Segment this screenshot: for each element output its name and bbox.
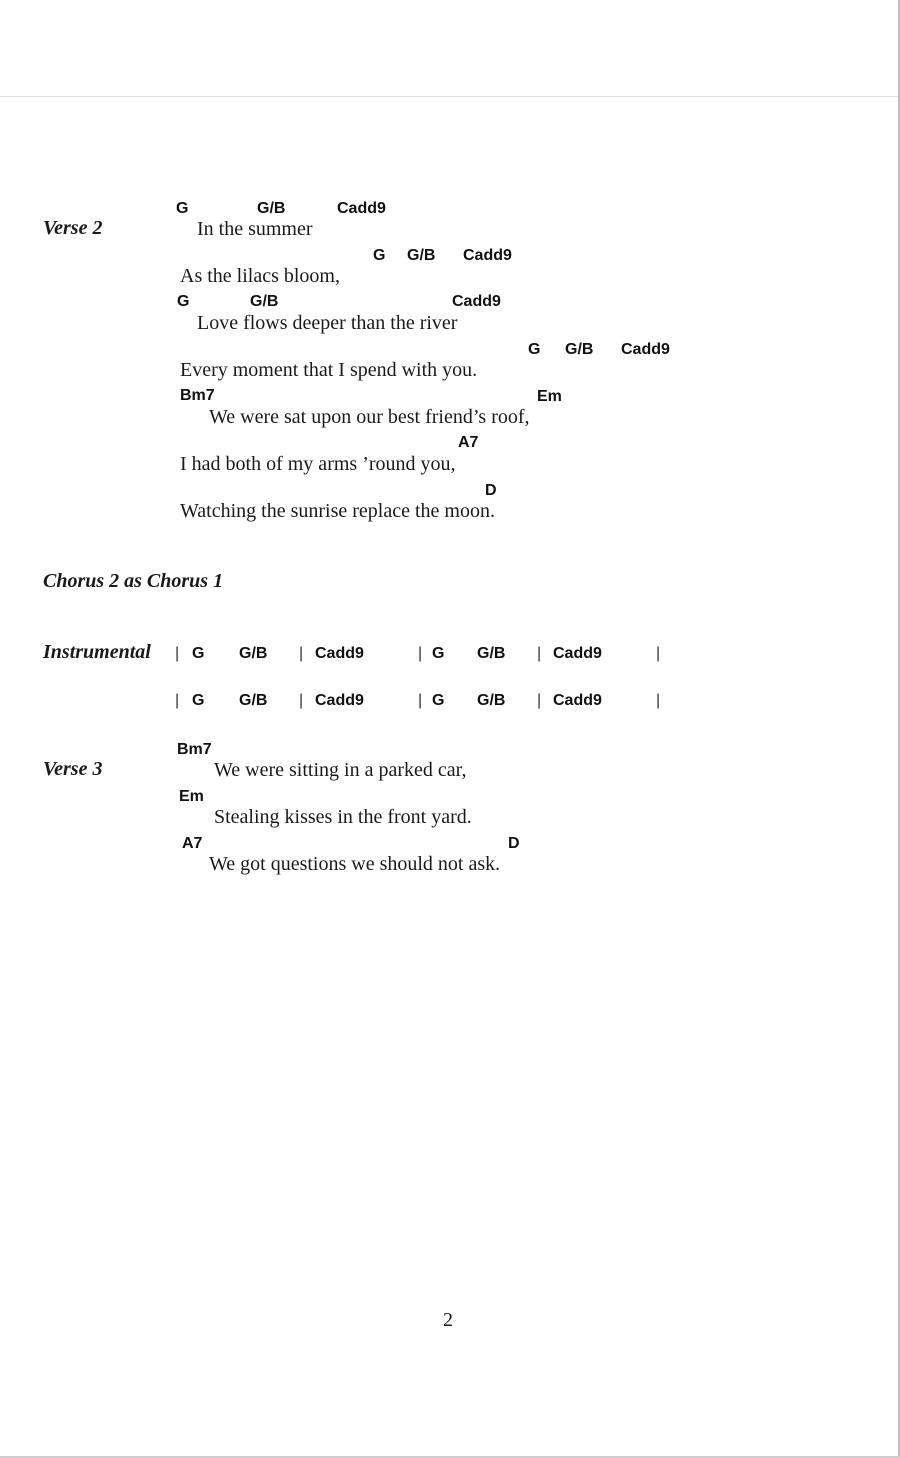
chord: G/B <box>477 645 506 662</box>
lyric-line: We were sitting in a parked car, <box>214 759 467 781</box>
chorus-2-label: Chorus 2 as Chorus 1 <box>43 570 224 592</box>
chord: D <box>508 835 520 852</box>
lyric-line: We were sat upon our best friend’s roof, <box>209 406 530 428</box>
lyric-line: I had both of my arms ’round you, <box>180 453 456 475</box>
bar-line: | <box>537 692 542 709</box>
bar-line: | <box>418 692 423 709</box>
lyric-line: We got questions we should not ask. <box>209 853 501 875</box>
chord: D <box>485 482 497 499</box>
bar-line: | <box>418 645 423 662</box>
chord: G <box>192 645 205 662</box>
bar-line: | <box>537 645 542 662</box>
chord: Bm7 <box>180 387 215 404</box>
lyric-line: In the summer <box>197 218 313 240</box>
chord: A7 <box>458 434 479 451</box>
header-divider <box>0 96 898 97</box>
bar-line: | <box>656 692 661 709</box>
chord: G/B <box>565 341 594 358</box>
chord: G <box>528 341 541 358</box>
chord: G <box>432 692 445 709</box>
chord: Cadd9 <box>553 645 602 662</box>
chord: A7 <box>182 835 203 852</box>
chord: G <box>432 645 445 662</box>
chord: G <box>192 692 205 709</box>
chord: Cadd9 <box>463 247 512 264</box>
bar-line: | <box>175 692 180 709</box>
lyric-line: As the lilacs bloom, <box>180 265 340 287</box>
lyric-line: Stealing kisses in the front yard. <box>214 806 472 828</box>
chord: G/B <box>250 293 279 310</box>
chord: G/B <box>239 645 268 662</box>
lyric-line: Watching the sunrise replace the moon. <box>180 500 495 522</box>
chord: G/B <box>477 692 506 709</box>
chord: Em <box>179 788 204 805</box>
verse-2-label: Verse 2 <box>43 217 103 239</box>
chord: Cadd9 <box>621 341 670 358</box>
bar-line: | <box>299 692 304 709</box>
verse-3-label: Verse 3 <box>43 758 103 780</box>
chord: G/B <box>407 247 436 264</box>
chord: Bm7 <box>177 741 212 758</box>
page-number: 2 <box>443 1309 453 1331</box>
bar-line: | <box>175 645 180 662</box>
chord: Cadd9 <box>315 645 364 662</box>
chord: Cadd9 <box>337 200 386 217</box>
chord: G <box>373 247 386 264</box>
chord: Cadd9 <box>315 692 364 709</box>
chord: G <box>177 293 190 310</box>
lyric-line: Every moment that I spend with you. <box>180 359 478 381</box>
chord: Em <box>537 388 562 405</box>
chord: G <box>176 200 189 217</box>
chord: Cadd9 <box>452 293 501 310</box>
chord: G/B <box>257 200 286 217</box>
chord: G/B <box>239 692 268 709</box>
instrumental-label: Instrumental <box>43 641 151 663</box>
lyric-line: Love flows deeper than the river <box>197 312 458 334</box>
bar-line: | <box>656 645 661 662</box>
chord: Cadd9 <box>553 692 602 709</box>
bar-line: | <box>299 645 304 662</box>
